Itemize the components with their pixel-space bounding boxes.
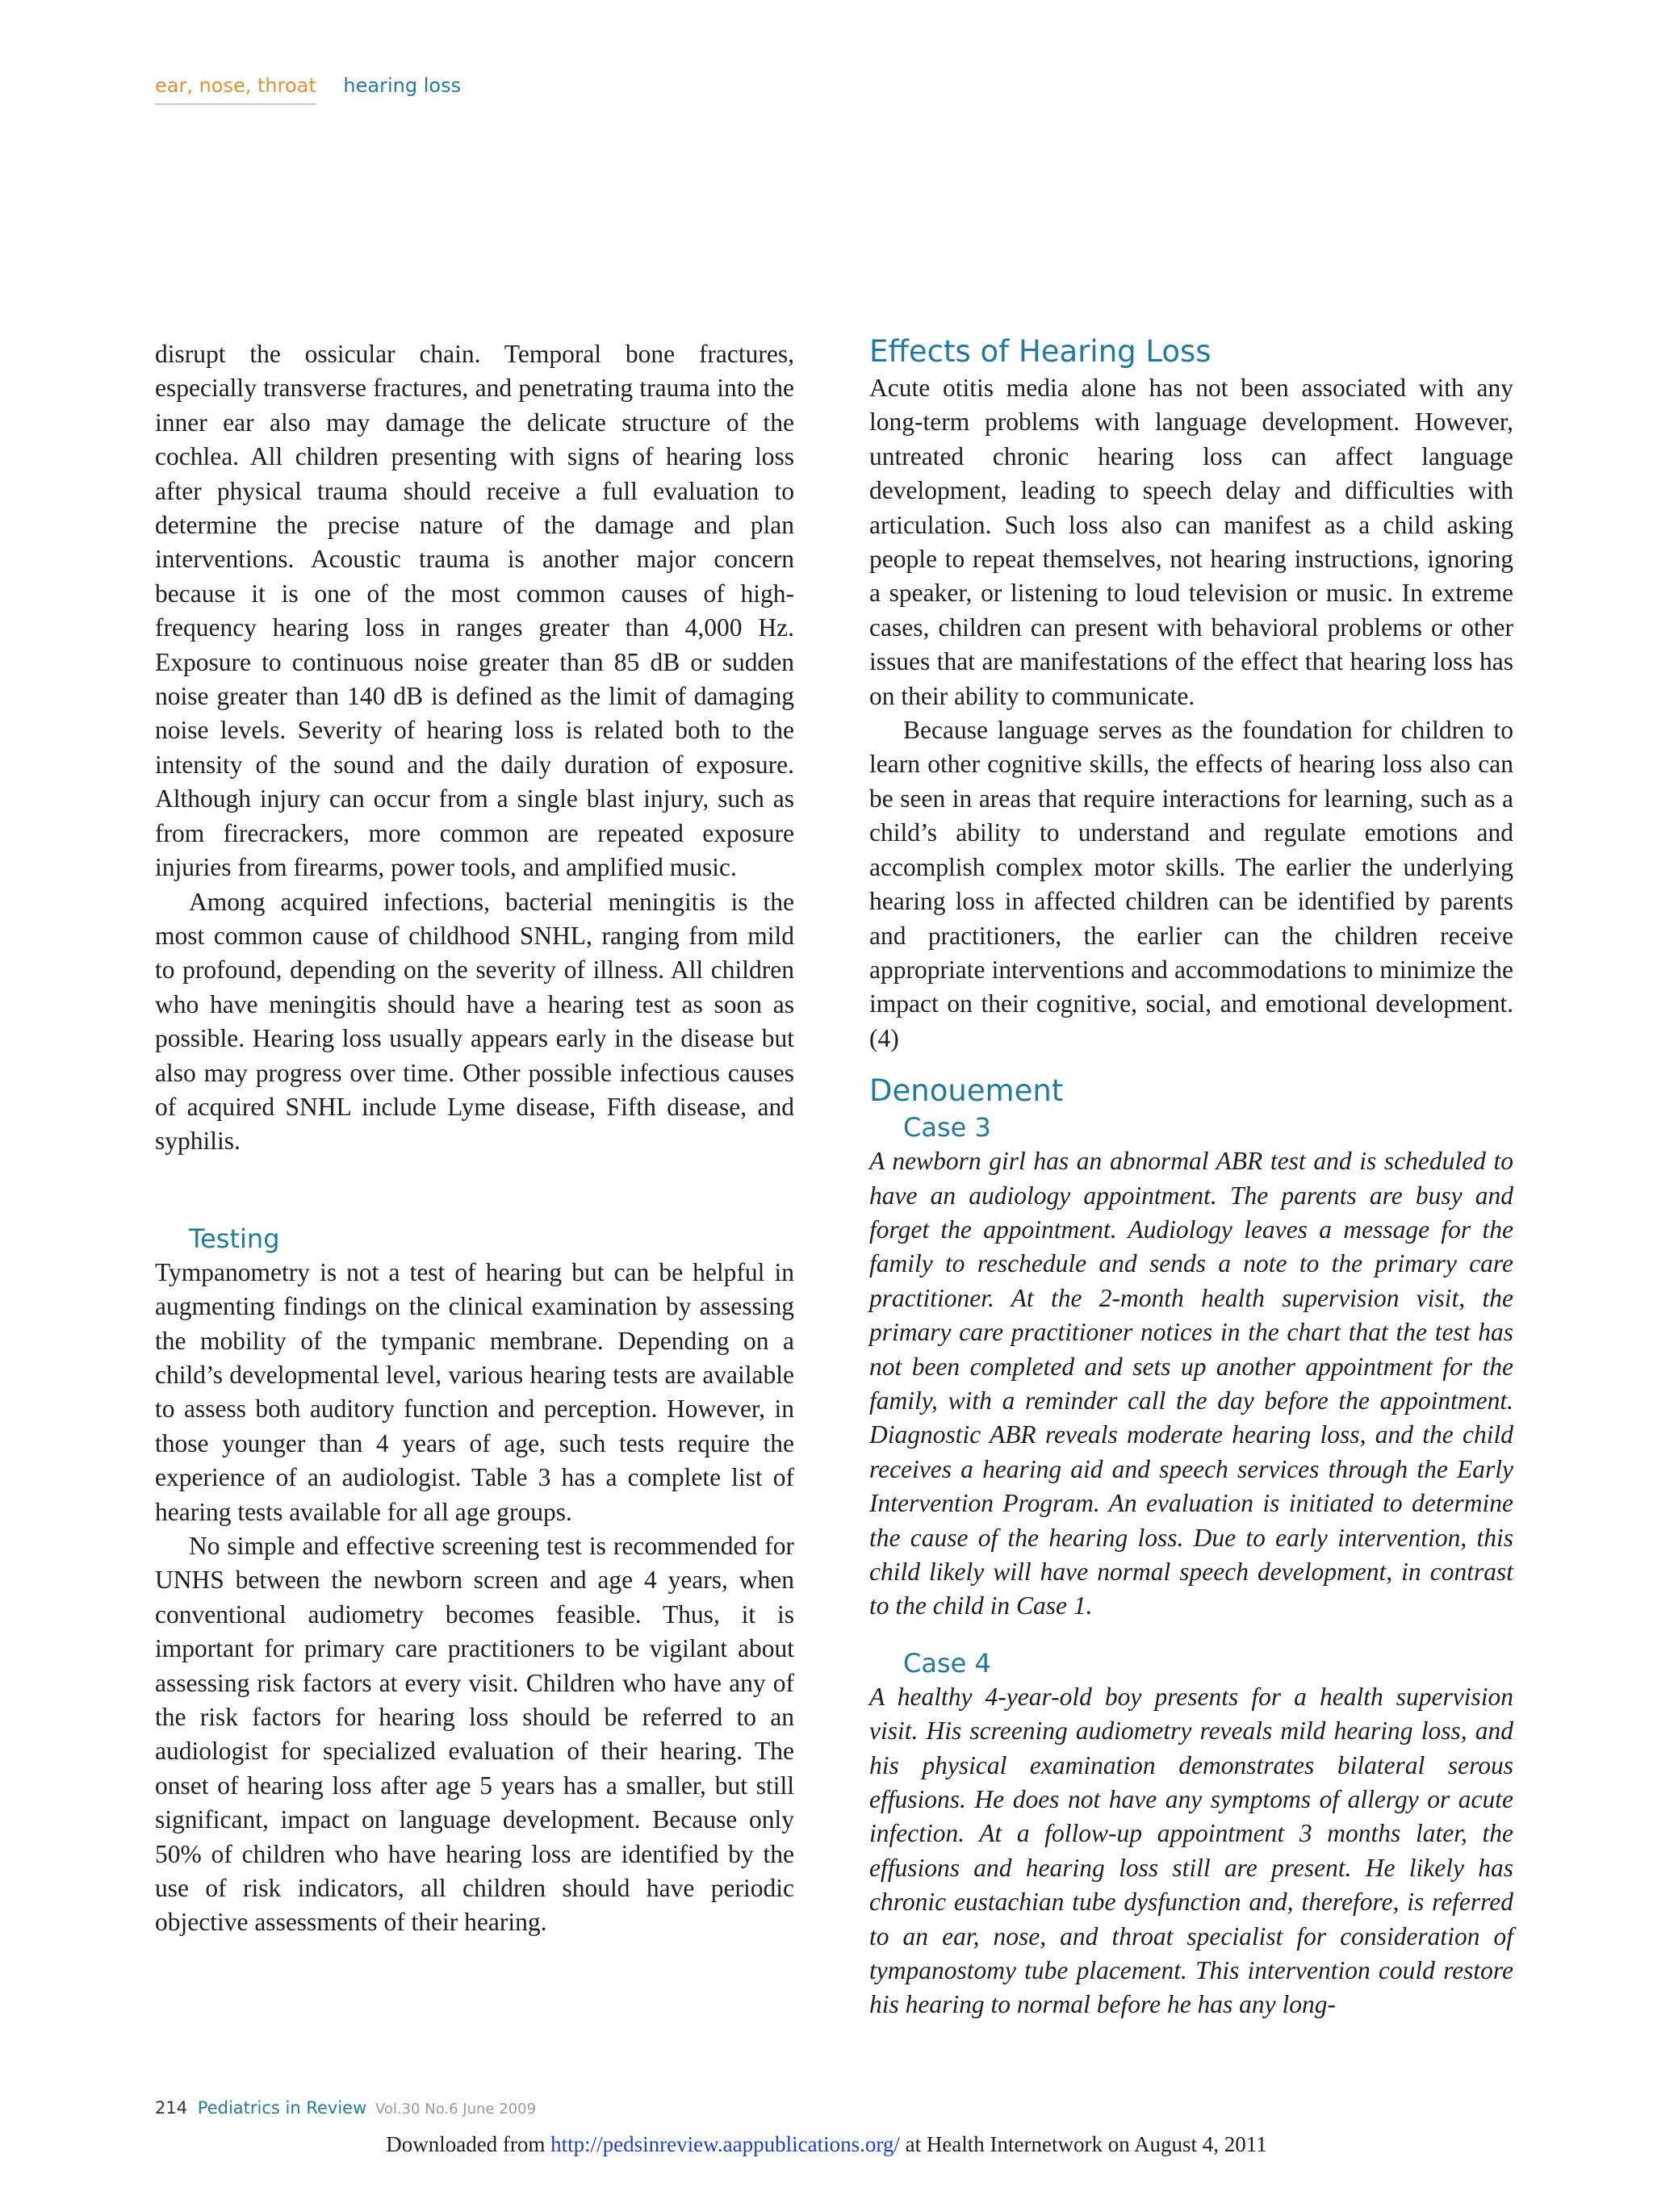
page-number: 214 — [155, 2098, 188, 2118]
right-column — [869, 334, 1513, 2022]
paragraph-language: Because language serves as the foundation for children to learn other cognitive skills, the effects of hearing loss also can be seen in areas that require interactions for learning, such as a child’s ability to understand and regulate emotions and accomplish complex motor skills. The earlier the underlying hearing loss in affected children can be identified by parents and practitioners, the earlier can the children receive appropriate interventions and accommodations to minimize the impact on their cognitive, social, and emotional development. (4) — [869, 716, 1513, 1052]
running-header — [155, 74, 461, 97]
page-footer — [155, 2098, 536, 2118]
denouement-heading: Denouement — [869, 1073, 1064, 1109]
case4-heading: Case 4 — [903, 1647, 991, 1679]
download-notice — [0, 2132, 1653, 2157]
paragraph-infections: Among acquired infections, bacterial meningitis is the most common cause of childhood SNHL, ranging from mild to profound, depending on the severity of illness. All children who have meningitis should have a hearing test as soon as possible. Hearing loss usually appears early in the disease but also may progress over time. Other possible infectious causes of acquired SNHL include Lyme disease, Fifth disease, and syphilis. — [155, 887, 794, 1156]
header-topic-label: hearing loss — [343, 74, 462, 97]
paragraph-tympanometry: Tympanometry is not a test of hearing but can be helpful in augmenting findings on the clinical examination by assessing the mobility of the tympanic membrane. Depending on a child’s developmental level, various hearing tests are available to assess both auditory function and perception. However, in those younger than 4 years of age, such tests require the experience of an audiologist. Table 3 has a complete list of hearing tests available for all age groups. — [155, 1257, 794, 1526]
paragraph-screening: No simple and effective screening test is recommended for UNHS between the newborn screen and age 4 years, when conventional audiometry becomes feasible. Thus, it is important for primary care practitioners to be vigilant about assessing risk factors at every visit. Children who have any of the risk factors for hearing loss should be referred to an audiologist for specialized evaluation of their hearing. The onset of hearing loss after age 5 years has a smaller, but still significant, impact on language development. Because only 50% of children who have hearing loss are identified by the use of risk indicators, all children should have periodic objective assessments of their hearing. — [155, 1532, 794, 1937]
download-suffix: at Health Internetwork on August 4, 2011 — [905, 2132, 1267, 2156]
header-section-label: ear, nose, throat — [155, 74, 316, 105]
download-link[interactable]: http://pedsinreview.aappublications.org/ — [550, 2132, 900, 2156]
case3-heading: Case 3 — [903, 1112, 991, 1144]
left-column — [155, 337, 794, 1940]
effects-heading: Effects of Hearing Loss — [869, 334, 1212, 369]
case3-text: A newborn girl has an abnormal ABR test and is scheduled to have an audiology appointment. The parents are busy and forget the appointment. Audiology leaves a message for the family to reschedule and sends a note to the primary care practitioner. At the 2-month health supervision visit, the primary care practitioner notices in the chart that the test has not been completed and sets up another appointment for the family, with a reminder call the day before the appointment. Diagnostic ABR reveals moderate hearing loss, and the child receives a hearing aid and speech services through the Early Intervention Program. An evaluation is initiated to determine the cause of the hearing loss. Due to early intervention, this child likely will have normal speech development, in contrast to the child in Case 1. — [869, 1147, 1513, 1620]
issue-info: Vol.30 No.6 June 2009 — [375, 2101, 537, 2118]
paragraph-trauma: disrupt the ossicular chain. Temporal bone fractures, especially transverse fractures, and penetrating trauma into the inner ear also may damage the delicate structure of the cochlea. All children presenting with signs of hearing loss after physical trauma should receive a full evaluation to determine the precise nature of the damage and plan interventions. Acoustic trauma is another major concern because it is one of the most common causes of high-frequency hearing loss in ranges greater than 4,000 Hz. Exposure to continuous noise greater than 85 dB or sudden noise greater than 140 dB is defined as the limit of damaging noise levels. Severity of hearing loss is related both to the intensity of the sound and the daily duration of exposure. Although injury can occur from a single blast injury, such as from firecrackers, more common are repeated exposure injuries from firearms, power tools, and amplified music. — [155, 340, 794, 882]
journal-name: Pediatrics in Review — [197, 2098, 367, 2118]
testing-heading: Testing — [189, 1223, 280, 1254]
paragraph-effects: Acute otitis media alone has not been associated with any long-term problems with language development. However, untreated chronic hearing loss can affect language development, leading to speech delay and difficulties with articulation. Such loss also can manifest as a child asking people to repeat themselves, not hearing instructions, ignoring a speaker, or listening to loud television or music. In extreme cases, children can present with behavioral problems or other issues that are manifestations of the effect that hearing loss has on their ability to communicate. — [869, 374, 1513, 710]
case4-text: A healthy 4-year-old boy presents for a health supervision visit. His screening audiometry reveals mild hearing loss, and his physical examination demonstrates bilateral serous effusions. He does not have any symptoms of allergy or acute infection. At a follow-up appointment 3 months later, the effusions and hearing loss still are present. He likely has chronic eustachian tube dysfunction and, therefore, is referred to an ear, nose, and throat specialist for consideration of tympanostomy tube placement. This intervention could restore his hearing to normal before he has any long- — [869, 1682, 1513, 2019]
download-prefix: Downloaded from — [386, 2132, 546, 2156]
